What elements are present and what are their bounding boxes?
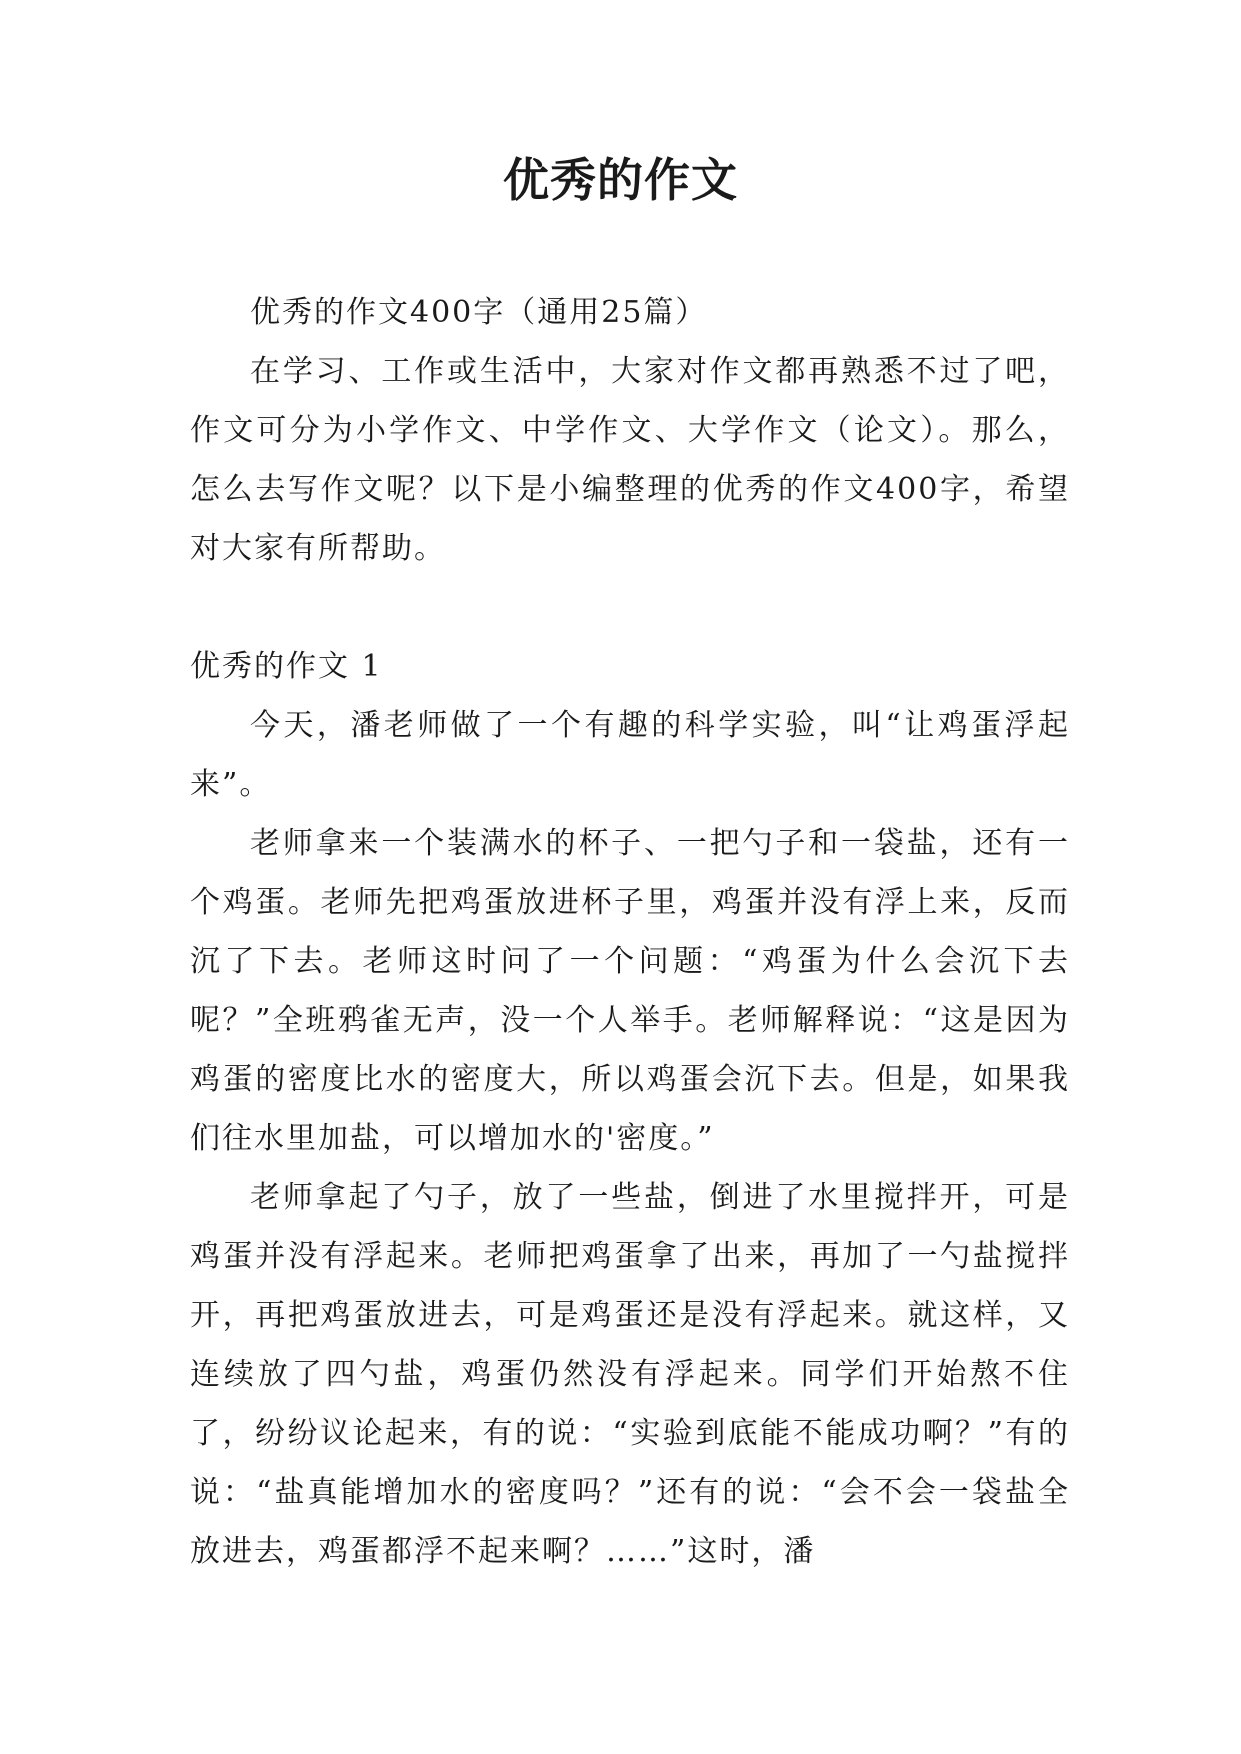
document-title: 优秀的作文 <box>503 153 738 207</box>
document-body <box>190 283 1070 1581</box>
intro-paragraph: 在学习、工作或生活中，大家对作文都再熟悉不过了吧，作文可分为小学作文、中学作文、大学作文（论文）。那么，怎么去写作文呢？以下是小编整理的优秀的作文400字，希望对大家有所帮助。 <box>190 354 1070 566</box>
document-subtitle: 优秀的作文400字（通用25篇） <box>250 295 708 330</box>
section-heading: 优秀的作文 1 <box>190 649 383 684</box>
body-paragraph-3: 老师拿起了勺子，放了一些盐，倒进了水里搅拌开，可是鸡蛋并没有浮起来。老师把鸡蛋拿了出来，再加了一勺盐搅拌开，再把鸡蛋放进去，可是鸡蛋还是没有浮起来。就这样，又连续放了四勺盐，鸡蛋仍然没有浮起来。同学们开始熬不住了，纷纷议论起来，有的说：“实验到底能不能成功啊？”有的说：“盐真能增加水的密度吗？”还有的说：“会不会一袋盐全放进去，鸡蛋都浮不起来啊？……”这时，潘 <box>190 1180 1070 1569</box>
body-paragraph-1: 今天，潘老师做了一个有趣的科学实验，叫“让鸡蛋浮起来”。 <box>190 708 1070 802</box>
body-paragraph-2: 老师拿来一个装满水的杯子、一把勺子和一袋盐，还有一个鸡蛋。老师先把鸡蛋放进杯子里，鸡蛋并没有浮上来，反而沉了下去。老师这时问了一个问题：“鸡蛋为什么会沉下去呢？”全班鸦雀无声，没一个人举手。老师解释说：“这是因为鸡蛋的密度比水的密度大，所以鸡蛋会沉下去。但是，如果我们往水里加盐，可以增加水的'密度。” <box>190 826 1070 1156</box>
